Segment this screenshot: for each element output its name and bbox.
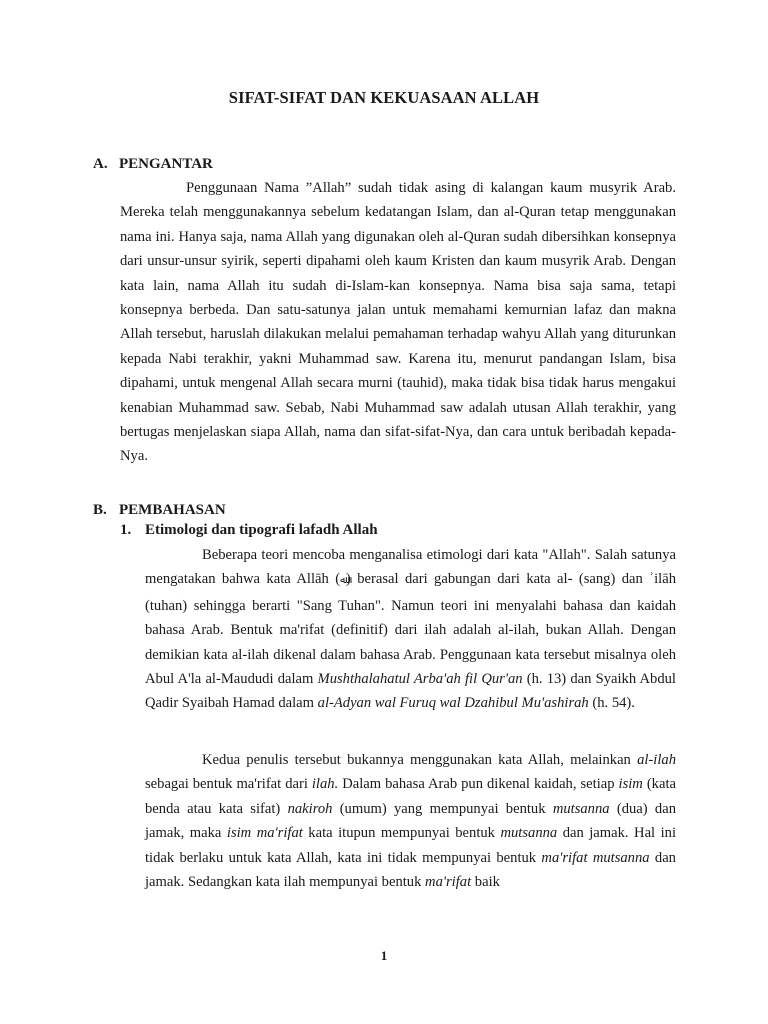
subsection-1-heading — [120, 522, 378, 539]
arabic-allah-glyph: ﷲ — [340, 575, 346, 587]
document-title: SIFAT-SIFAT DAN KEKUASAAN ALLAH — [228, 88, 540, 107]
italic-term: isim — [618, 776, 643, 793]
italic-term: ilah. — [311, 776, 339, 793]
italic-term: nakiroh — [287, 800, 333, 817]
section-b-title: PEMBAHASAN — [119, 502, 226, 518]
text-run: Dalam bahasa Arab pun dikenal kaidah, setiap — [338, 776, 619, 793]
section-a-heading — [93, 156, 213, 173]
text-run: baik — [471, 874, 500, 891]
text-run: ) berasal dari gabungan dari kata al- (sang) dan ʾilāh (tuhan) sehingga berarti "Sang Tuhan". Namun teori ini menyalahi bahasa dan kaidah bahasa Arab. Bentuk ma'rifat (definitif) dari ilah adalah al-ilah, bukan Allah. Dengan demikian kata al-ilah dikenal dalam bahasa Arab. Penggunaan kata tersebut misalnya oleh Abul A'la al-Maududi dalam — [145, 571, 676, 688]
grammar-paragraph — [145, 748, 676, 894]
text-run: sebagai bentuk ma'rifat dari — [145, 776, 312, 793]
book-title: Mushthalahatul Arba'ah fil Qur'an — [317, 671, 523, 688]
section-b-number: B. — [93, 502, 107, 518]
text-run: dan jamak. Sedangkan kata ilah mempunyai bentuk — [145, 849, 676, 891]
book-title: al-Adyan wal Furuq wal Dzahibul Mu'ashirah — [317, 695, 589, 712]
section-a-paragraph: Penggunaan Nama ”Allah” sudah tidak asing di kalangan kaum musyrik Arab. Mereka telah menggunakannya sebelum kedatangan Islam, dan al-Quran tetap menggunakan nama ini. Hanya saja, nama Allah yang digunakan oleh al-Quran sudah dibersihkan konsepnya dari unsur-unsur syirik, seperti dipahami oleh kaum Kristen dan kaum musyrik Arab. Dengan kata lain, nama Allah itu sudah di-Islam-kan konsepnya. Nama bisa saja sama, tetapi konsepnya berbeda. Dan satu-satunya jalan untuk memahami kemurnian lafaz dan makna Allah tersebut, haruslah dilakukan melalui pemahaman terhadap wahyu Allah yang diturunkan kepada Nabi terakhir, yakni Muhammad saw. Karena itu, menurut pandangan Islam, bisa dipahami, untuk mengenal Allah secara murni (tauhid), maka tidak bisa tidak harus mengakui kenabian Muhammad saw. Sebab, Nabi Muhammad saw adalah utusan Allah terakhir, yang bertugas menjelaskan siapa Allah, nama dan sifat-sifat-Nya, dan cara untuk beribadah kepada-Nya. — [120, 180, 676, 465]
italic-term: ma'rifat — [425, 874, 472, 891]
page-number: 1 — [380, 948, 388, 963]
italic-term: isim ma'rifat — [226, 825, 303, 842]
text-run: (umum) yang mempunyai bentuk — [332, 800, 553, 817]
text-run: (h. 13) dan Syaikh Abdul Qadir Syaibah Hamad dalam — [145, 671, 676, 712]
section-a-number: A. — [93, 156, 108, 172]
text-run: (dua) dan jamak, maka — [145, 800, 676, 842]
etymology-paragraph — [145, 543, 676, 716]
subsection-1-number: 1. — [120, 522, 132, 538]
text-run: (h. 54). — [588, 695, 635, 712]
italic-term: ma'rifat mutsanna — [541, 849, 650, 866]
text-run: Kedua penulis tersebut bukannya menggunakan kata Allah, melainkan — [202, 752, 638, 768]
text-run: Beberapa teori mencoba menganalisa etimologi dari kata "Allah". Salah satunya mengatakan bahwa kata Allāh ( — [145, 547, 676, 588]
section-b-heading — [93, 502, 226, 519]
subsection-1-title: Etimologi dan tipografi lafadh Allah — [145, 522, 378, 538]
text-run: kata itupun mempunyai bentuk — [302, 825, 501, 842]
italic-term: mutsanna — [552, 800, 610, 817]
section-a-title: PENGANTAR — [119, 156, 213, 172]
text-run: dan jamak. Hal ini tidak berlaku untuk kata Allah, kata ini tidak mempunyai bentuk — [145, 825, 677, 866]
italic-term: mutsanna — [500, 825, 558, 842]
text-run: (kata benda atau kata sifat) — [145, 776, 676, 817]
italic-term: al-ilah — [637, 752, 676, 768]
